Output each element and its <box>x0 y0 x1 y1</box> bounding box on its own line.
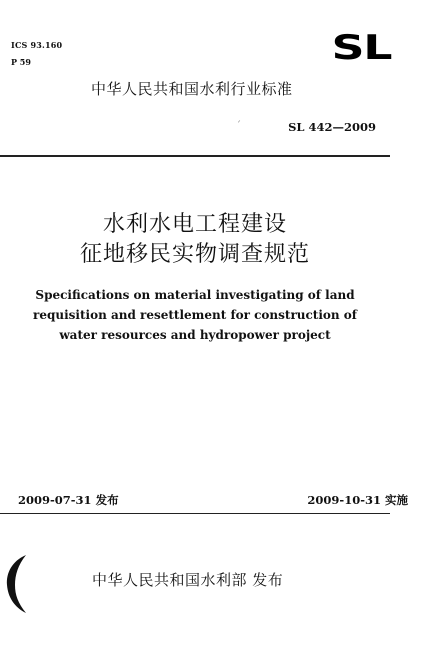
chinese-title-line-1: 水利水电工程建设 <box>102 212 287 237</box>
mark-glyph: ˊ <box>236 121 241 132</box>
chinese-title-line-2: 征地移民实物调查规范 <box>79 242 310 267</box>
publisher: 中华人民共和国水利部 发布 <box>92 571 284 589</box>
english-title-line-1: Specifications on material investigating of land <box>35 288 355 302</box>
standard-category: 中华人民共和国水利行业标准 <box>91 80 293 98</box>
top-divider <box>0 155 390 157</box>
bottom-divider <box>0 513 390 514</box>
effective-date: 2009-10-31 实施 <box>307 493 408 507</box>
chinese-title <box>0 210 390 270</box>
english-title-line-2: requisition and resettlement for construction of <box>33 308 357 322</box>
p-code: P 59 <box>11 57 31 67</box>
document-number: SL 442—2009 <box>288 120 376 134</box>
english-title-line-3: water resources and hydropower project <box>59 328 331 342</box>
english-title <box>0 285 390 345</box>
national-emblem-icon <box>4 553 34 619</box>
issue-date: 2009-07-31 发布 <box>18 493 119 507</box>
ics-code: ICS 93.160 <box>11 40 63 50</box>
sl-logo: SL <box>331 28 391 68</box>
